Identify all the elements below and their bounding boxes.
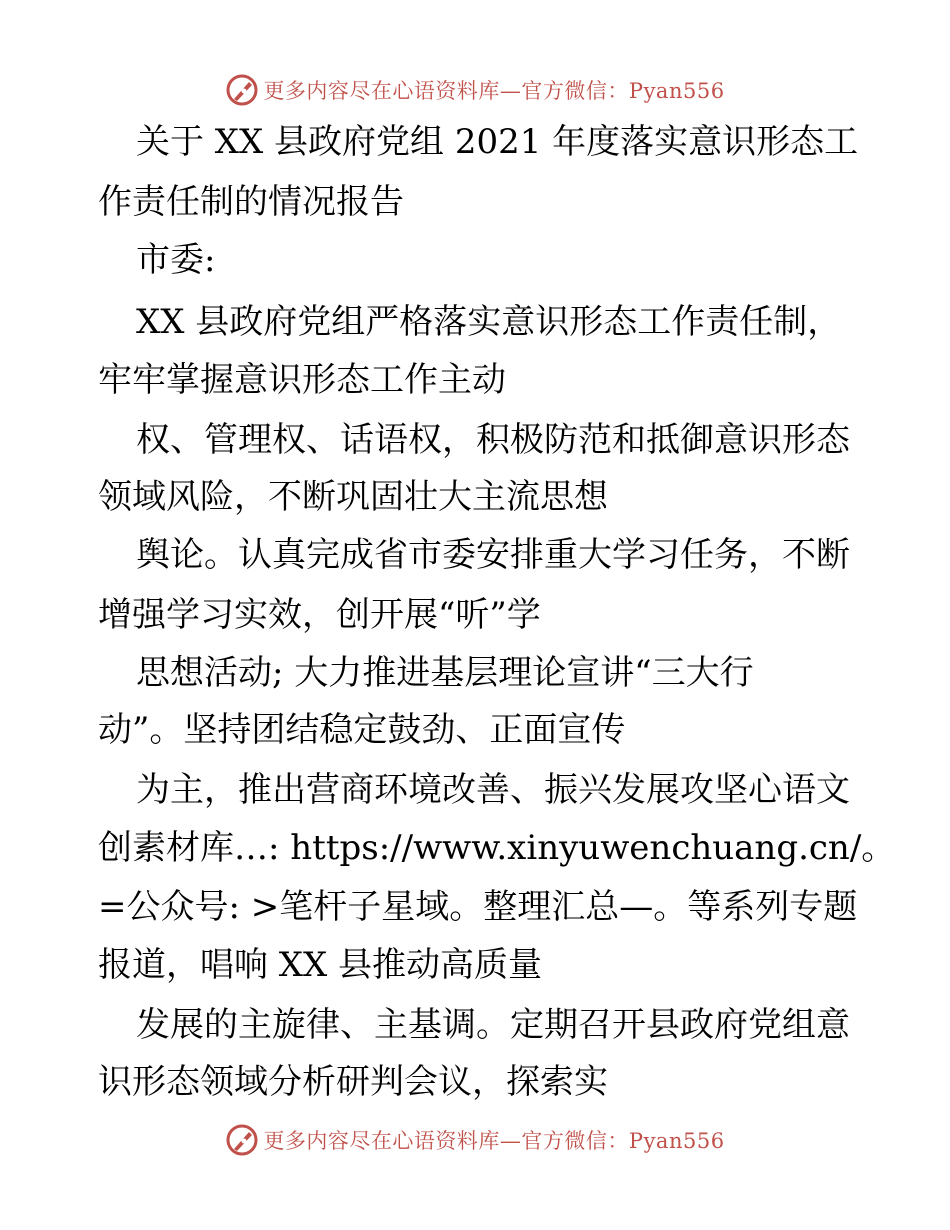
text-line: 动”。坚持团结稳定鼓劲、正面宣传 (98, 710, 626, 750)
text-line: 权、管理权、话语权，积极防范和抵御意识形态 (136, 420, 850, 460)
text-line: 作责任制的情况报告 (98, 182, 404, 222)
text-line: 报道，唱响 XX 县推动高质量 (98, 945, 543, 985)
text-line: 发展的主旋律、主基调。定期召开县政府党组意 (136, 1005, 850, 1045)
header-watermark-banner (0, 70, 950, 110)
text-line: 增强学习实效，创开展“听”学 (98, 595, 541, 635)
text-line: =公众号: >笔杆子星域。整理汇总—。等系列专题 (98, 887, 858, 927)
footer-watermark-banner (0, 1120, 950, 1160)
pen-logo-icon (225, 1123, 259, 1157)
text-line: 创素材库…: https://www.xinyuwenchuang.cn/。 (98, 828, 896, 868)
text-line: 识形态领域分析研判会议，探索实 (98, 1062, 608, 1102)
banner-text: 更多内容尽在心语资料库—官方微信：Pyan556 (263, 1129, 725, 1153)
text-line: 领域风险，不断巩固壮大主流思想 (98, 477, 608, 517)
text-line: XX 县政府党组严格落实意识形态工作责任制， (136, 302, 842, 342)
text-line: 为主，推出营商环境改善、振兴发展攻坚心语文 (136, 770, 850, 810)
text-line: 关于 XX 县政府党组 2021 年度落实意识形态工 (136, 122, 859, 162)
text-line: 市委: (136, 240, 216, 280)
text-line: 思想活动; 大力推进基层理论宣讲“三大行 (136, 653, 754, 693)
banner-text: 更多内容尽在心语资料库—官方微信：Pyan556 (263, 79, 725, 103)
text-line: 牢牢掌握意识形态工作主动 (98, 360, 506, 400)
text-line: 舆论。认真完成省市委安排重大学习任务，不断 (136, 535, 850, 575)
pen-logo-icon (225, 73, 259, 107)
